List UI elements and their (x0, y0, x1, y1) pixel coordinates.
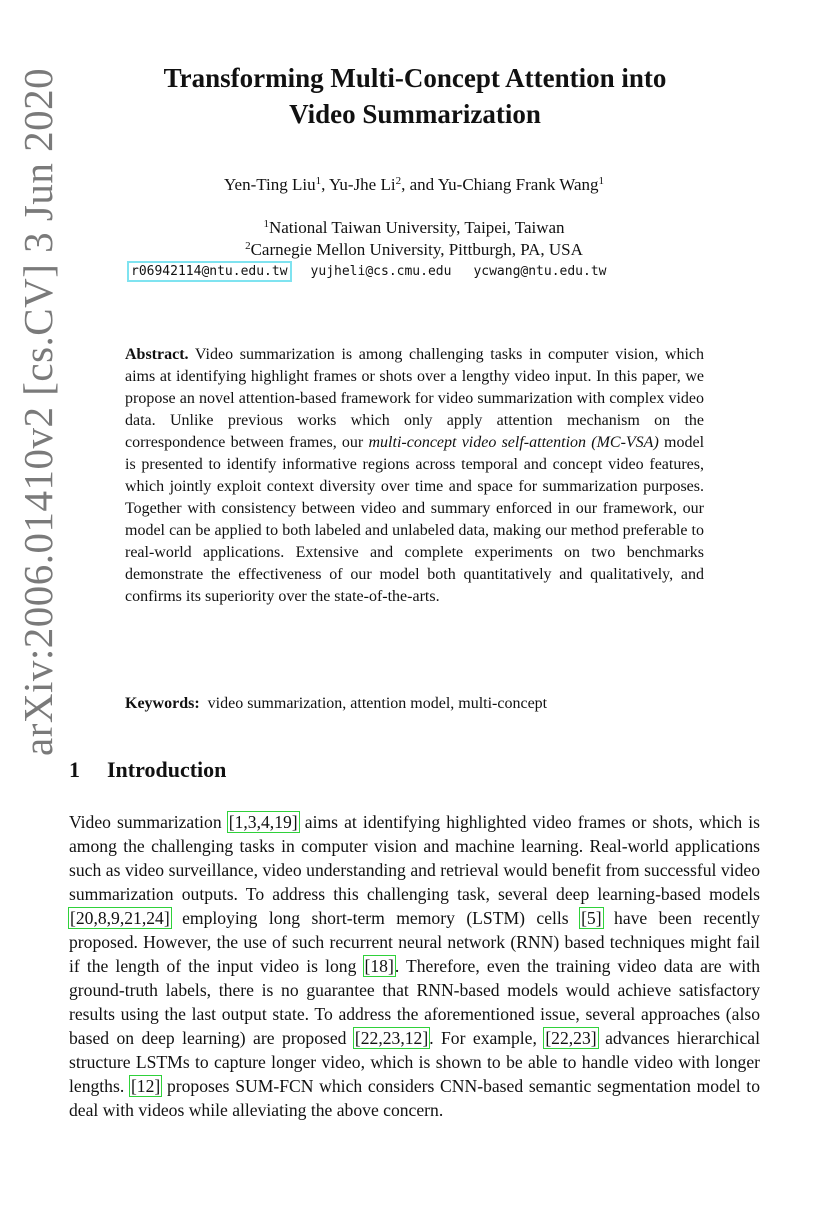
paragraph-text: . Therefore, even the training video data are with ground-truth labels, there is no guarantee that RNN-based models would achieve satisfactory results using the last output state. To address the aforementioned issue, several approaches (also based on deep learning) are proposed (69, 956, 760, 1048)
paper-title (90, 60, 740, 132)
keywords (125, 695, 547, 713)
paragraph-text: have been recently proposed. However, the use of such recurrent neural network (RNN) based techniques might fail if the length of the input video is long (69, 908, 760, 976)
author-separator: , (321, 175, 330, 194)
abstract-emphasis: multi-concept video self-attention (MC-VSA) (368, 434, 659, 451)
arxiv-identifier-stamp: arXiv:2006.01410v2 [cs.CV] 3 Jun 2020 (15, 67, 61, 756)
title-line-2: Video Summarization (289, 99, 541, 129)
abstract-text: Video summarization is among challenging tasks in computer vision, which aims at identifying highlight frames or shots over a lengthy video input. In this paper, we propose an novel attention-based framework for video summarization with complex video data. Unlike previous works which only apply attention mechanism on the correspondence between frames, our (125, 346, 704, 451)
affiliation-mark: 2 (395, 175, 402, 187)
email-list (130, 264, 607, 279)
affiliation-mark: 1 (263, 218, 269, 230)
paragraph-text: advances hierarchical structure LSTMs to capture longer video, which is shown to be able to handle video with longer lengths. (69, 1028, 760, 1096)
affiliation-text: National Taiwan University, Taipei, Taiwan (268, 218, 565, 237)
citation-link[interactable]: [12] (130, 1076, 161, 1096)
affiliation-text: Carnegie Mellon University, Pittburgh, PA, USA (250, 240, 583, 259)
author-name: Yu-Jhe Li (329, 175, 396, 194)
section-title: Introduction (107, 757, 227, 782)
keywords-text: video summarization, attention model, multi-concept (207, 695, 548, 712)
keywords-label: Keywords: (125, 695, 200, 712)
affiliation-2 (0, 240, 828, 260)
author-separator: , and (401, 175, 438, 194)
citation-link[interactable]: [22,23] (545, 1028, 597, 1048)
affiliation-mark: 1 (315, 175, 322, 187)
citation-link[interactable]: [22,23,12] (354, 1028, 429, 1048)
paragraph-text: . For example, (429, 1028, 537, 1048)
paragraph-text: proposes SUM-FCN which considers CNN-based semantic segmentation model to deal with videos while alleviating the above concern. (69, 1076, 760, 1120)
title-line-1: Transforming Multi-Concept Attention into (163, 63, 667, 93)
citation-link[interactable]: [20,8,9,21,24] (70, 908, 170, 928)
email-text: ycwang@ntu.edu.tw (473, 264, 607, 279)
email-text: yujheli@cs.cmu.edu (310, 264, 452, 279)
author-name: Yu-Chiang Frank Wang (437, 175, 599, 194)
paragraph-text: employing long short-term memory (LSTM) cells (182, 908, 569, 928)
citation-link[interactable]: [18] (364, 956, 394, 976)
abstract-label: Abstract. (125, 346, 189, 363)
abstract (125, 344, 704, 608)
email-link[interactable]: r06942114@ntu.edu.tw (131, 264, 288, 279)
paragraph-text: aims at identifying highlighted video frames or shots, which is among the challenging tasks in computer vision and machine learning. Real-world applications such as video surveillance, video understanding and retrieval would benefit from successful video summarization outputs. To address this challenging task, several deep learning-based models (69, 812, 761, 904)
author-name: Yen-Ting Liu (223, 175, 316, 194)
affiliation-mark: 1 (598, 175, 605, 187)
affiliation-1 (0, 218, 828, 238)
citation-link[interactable]: [5] (581, 908, 602, 928)
section-heading (69, 757, 226, 783)
abstract-text: model is presented to identify informative regions across temporal and concept video features, which jointly exploit context diversity over time and space for summarization purposes. Together with consistency between video and summary enforced in our framework, our model can be applied to both labeled and unlabeled data, making our method preferable to real-world applications. Extensive and complete experiments on two benchmarks demonstrate the effectiveness of our model both quantitatively and qualitatively, and confirms its superiority over the state-of-the-arts. (125, 434, 705, 605)
section-number: 1 (69, 757, 80, 782)
introduction-paragraph (69, 810, 760, 1122)
author-list (0, 175, 828, 195)
paragraph-text: Video summarization (69, 812, 222, 832)
affiliation-mark: 2 (245, 240, 251, 252)
citation-link[interactable]: [1,3,4,19] (228, 812, 298, 832)
